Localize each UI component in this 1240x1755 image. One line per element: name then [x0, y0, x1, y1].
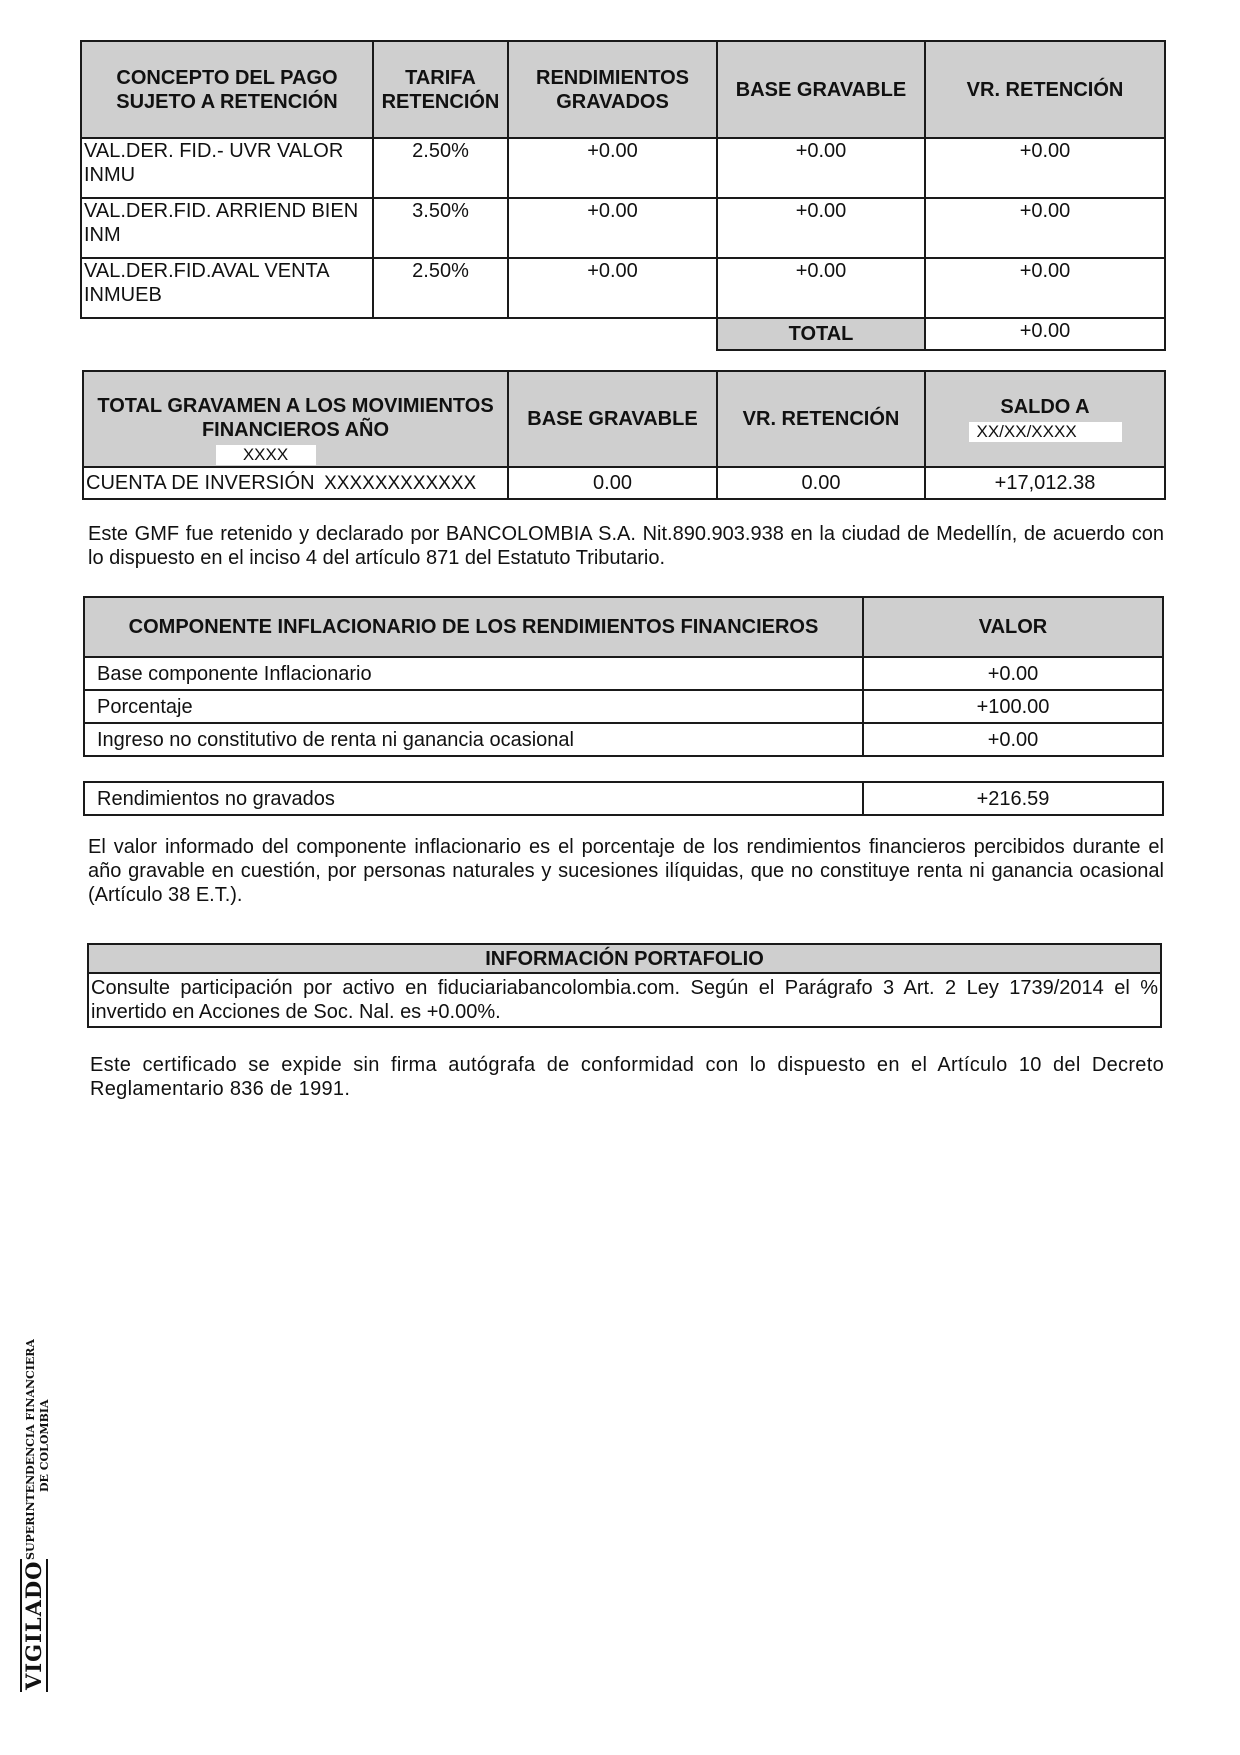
table-row — [84, 723, 1163, 756]
inflation-value: +0.00 — [863, 657, 1163, 690]
table-row — [81, 258, 1165, 318]
vigilado-entity-line2: DE COLOMBIA — [38, 1399, 51, 1492]
signature-note: Este certificado se expide sin firma autógrafa de conformidad con lo dispuesto en el Artículo 10 del Decreto Reglamentario 836 de 1991. — [90, 1054, 1164, 1100]
header-withholding: VR. RETENCIÓN — [925, 41, 1165, 138]
gmf-header-title — [83, 371, 508, 467]
untaxed-table — [83, 781, 1164, 816]
inflation-header-component: COMPONENTE INFLACIONARIO DE LOS RENDIMIENTOS FINANCIEROS — [84, 597, 863, 657]
account-cell — [83, 467, 508, 499]
total-value: +0.00 — [925, 318, 1165, 350]
inflation-label: Base componente Inflacionario — [84, 657, 863, 690]
vigilado-label: VIGILADO — [21, 1560, 46, 1690]
portfolio-title: INFORMACIÓN PORTAFOLIO — [88, 944, 1161, 973]
gmf-base-cell: 0.00 — [508, 467, 717, 499]
account-label: CUENTA DE INVERSIÓN — [86, 471, 315, 494]
table-row — [84, 690, 1163, 723]
gmf-header-base: BASE GRAVABLE — [508, 371, 717, 467]
total-label: TOTAL — [717, 318, 925, 350]
rate-cell: 2.50% — [373, 138, 508, 198]
inflation-header-value: VALOR — [863, 597, 1163, 657]
inflation-value: +0.00 — [863, 723, 1163, 756]
concept-cell: VAL.DER.FID.AVAL VENTA INMUEB — [81, 258, 373, 318]
balance-label: SALDO A — [1000, 396, 1090, 418]
balance-date: XX/XX/XXXX — [969, 422, 1122, 442]
yields-cell: +0.00 — [508, 198, 717, 258]
header-yields: RENDIMIENTOS GRAVADOS — [508, 41, 717, 138]
account-number: XXXXXXXXXXXX — [324, 472, 477, 494]
gmf-balance-cell: +17,012.38 — [925, 467, 1165, 499]
untaxed-label: Rendimientos no gravados — [84, 782, 863, 815]
withholding-cell: +0.00 — [925, 258, 1165, 318]
base-cell: +0.00 — [717, 138, 925, 198]
yields-cell: +0.00 — [508, 258, 717, 318]
vigilado-entity-line1: SUPERINTENDENCIA FINANCIERA — [24, 1339, 37, 1560]
retention-table — [80, 40, 1166, 351]
inflation-value: +100.00 — [863, 690, 1163, 723]
table-row — [81, 138, 1165, 198]
untaxed-value: +216.59 — [863, 782, 1163, 815]
base-cell: +0.00 — [717, 258, 925, 318]
portfolio-table — [87, 943, 1162, 1028]
table-row — [81, 198, 1165, 258]
table-row — [84, 657, 1163, 690]
table-row — [84, 782, 1163, 815]
rate-cell: 3.50% — [373, 198, 508, 258]
concept-cell: VAL.DER. FID.- UVR VALOR INMU — [81, 138, 373, 198]
gmf-header-withholding: VR. RETENCIÓN — [717, 371, 925, 467]
header-concept: CONCEPTO DEL PAGO SUJETO A RETENCIÓN — [81, 41, 373, 138]
inflation-note: El valor informado del componente inflacionario es el porcentaje de los rendimientos financieros percibidos durante el año gravable en cuestión, por personas naturales y sucesiones ilíquidas, que no constituye renta ni ganancia ocasional (Artículo 38 E.T.). — [88, 836, 1164, 906]
gmf-title: TOTAL GRAVAMEN A LOS MOVIMIENTOS FINANCIEROS AÑO — [97, 395, 494, 441]
gmf-table — [82, 370, 1166, 500]
inflation-label: Porcentaje — [84, 690, 863, 723]
gmf-year: XXXX — [216, 445, 316, 465]
header-base: BASE GRAVABLE — [717, 41, 925, 138]
table-row — [83, 467, 1165, 499]
withholding-cell: +0.00 — [925, 138, 1165, 198]
yields-cell: +0.00 — [508, 138, 717, 198]
gmf-note: Este GMF fue retenido y declarado por BANCOLOMBIA S.A. Nit.890.903.938 en la ciudad de Medellín, de acuerdo con lo dispuesto en el inciso 4 del artículo 871 del Estatuto Tributario. — [88, 523, 1164, 569]
gmf-withholding-cell: 0.00 — [717, 467, 925, 499]
base-cell: +0.00 — [717, 198, 925, 258]
withholding-cell: +0.00 — [925, 198, 1165, 258]
portfolio-text: Consulte participación por activo en fiduciariabancolombia.com. Según el Parágrafo 3 Art. 2 Ley 1739/2014 el % invertido en Acciones de Soc. Nal. es +0.00%. — [88, 973, 1161, 1027]
gmf-header-balance — [925, 371, 1165, 467]
rate-cell: 2.50% — [373, 258, 508, 318]
inflation-label: Ingreso no constitutivo de renta ni ganancia ocasional — [84, 723, 863, 756]
total-row — [81, 318, 1165, 350]
header-rate: TARIFA RETENCIÓN — [373, 41, 508, 138]
vigilado-stamp — [20, 1339, 380, 1744]
inflation-table — [83, 596, 1164, 757]
concept-cell: VAL.DER.FID. ARRIEND BIEN INM — [81, 198, 373, 258]
